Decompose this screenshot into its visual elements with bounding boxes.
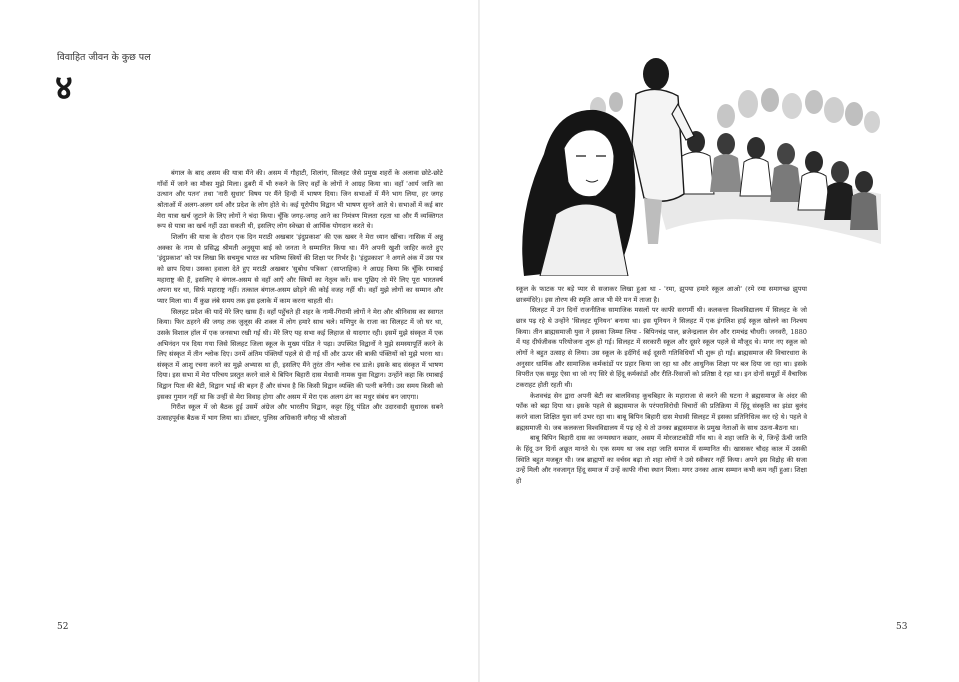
crowd-illustration [516, 44, 881, 276]
paragraph: स्कूल के फाटक पर बड़े प्यार से सजाकर लिखा हुआ था - 'रमा, झुपया हमारे स्कूल आओ' (रमे रमा समागच्छ झुपया छात्रमंदिरे)। इस तोरण की स्मृति आज भी मेरे मन में ताजा है। [516, 285, 807, 304]
paragraph: बंगाल के बाद असम की यात्रा मैंने की। असम में गौहाटी, शिलांग, सिलहट जैसे प्रमुख शहरों के अलावा छोटे-छोटे गाँवों में जाने का मौका मुझे मिला। ढुबरी में भी रुकने के लिए वहाँ के लोगों ने आग्रह किया था। वहाँ 'आर्य जाति का उत्थान और पतन' तथा 'नारी सुधार' विषय पर मैंने हिन्दी में भाषण दिया। जिन सभाओं में मैंने भाग लिया, हर जगह श्रोताओं में अलग-अलग धर्म और प्रदेश के लोग होते थे। कई यूरोपीय विद्वान भी भाषण सुनने आते थे। सभाओं में कई बार मेरा यात्रा खर्च जुटाने के लिए लोगों ने चंदा किया। चूँकि जगह-जगह आने का निमंत्रण मिलता रहता था और मैं व्यक्तिगत रूप से यात्रा का खर्च नहीं उठा सकती थी, इसलिए लोग स्वेच्छा से आर्थिक योगदान करते थे। [157, 169, 443, 231]
running-head: विवाहित जीवन के कुछ पल [57, 52, 151, 63]
right-page [479, 0, 959, 682]
paragraph: गिरीश स्कूल में जो बैठक हुई उसमें अंग्रेज और भारतीय विद्वान, कट्टर हिंदू पंडित और उदारवादी सुधारक सबने उत्साहपूर्वक बैठक में भाग लिया था। डॉक्टर, पुलिस अधिकारी वगैरह भी श्रोताओं [157, 403, 443, 423]
paragraph: बाबू बिपिन बिहारी दास का जन्मस्थान कछार, असम में मोरजाटकोंडी गाँव था। वे शहा जाति के थे, जिन्हें ऊँची जाति के हिंदू उन दिनों अछूत मानते थे। एक समय था जब शहा जाति समाज में सम्मानित थी। खासकर चौदह काल में उसकी स्थिति बहुत मजबूत थी। जब ब्राह्मणों का वर्चस्व बढ़ा तो शहा लोगों ने उसे स्वीकार नहीं किया। अपने इस विद्रोह की सजा उन्हें मिली और नवजागृत हिंदू समाज में उन्हें काफी नीचा स्थान मिला। मगर उनका आत्म सम्मान कभी कम नहीं हुआ। शिक्षा हो [516, 434, 807, 485]
page-number-left: 52 [57, 622, 69, 632]
paragraph: शिलॉंग की यात्रा के दौरान एक दिन मराठी अखबार 'इंदुप्रकाश' की एक खबर ने मेरा ध्यान खींचा। नासिक में अन्नु अक्का के नाम से प्रसिद्ध श्रीमती अनुसूया बाई को जनता ने सम्मानित किया था। मैंने अपनी खुशी जाहिर करते हुए 'इंदुप्रकाश' को पत्र लिखा कि सचमुच भारत का भविष्य स्त्रियों की शिक्षा पर निर्भर है। 'इंदुप्रकाश' ने अगले अंक में उस पत्र को छाप दिया। उसका हवाला देते हुए मराठी अखबार 'सुबोध पत्रिका' (साप्ताहिक) ने आग्रह किया कि चूँकि रमाबाई महाराष्ट्र की हैं, इसलिए वे बंगाल-असम से वहाँ आएँ और स्त्रियों का नेतृत्व करें। सच पूछिए तो मेरे लिए पूरा भारतवर्ष अपना घर था, सिर्फ महाराष्ट्र नहीं। तत्काल बंगाल-असम छोड़ने की कोई वजह नहीं थी। वहाँ मुझे लोगों का सम्मान और प्यार मिला था। मैं कुछ लंबे समय तक इस इलाके में काम करना चाहती थी। [157, 232, 443, 305]
seated-crowd [656, 131, 881, 244]
right-text-column [516, 284, 807, 486]
left-text-column [157, 168, 443, 424]
page-number-right: 53 [896, 622, 908, 632]
chapter-number: ४ [55, 68, 73, 108]
left-page [0, 0, 479, 682]
woman-with-headscarf [522, 110, 635, 276]
paragraph: सिलहट प्रदेश की यादें मेरे लिए खास हैं। वहाँ पहुँचते ही शहर के नामी-गिरामी लोगों ने मेरा और श्रीनिवास का स्वागत किया। फिर ठहरने की जगह तक जुलूस की शक्ल में लोग हमारे साथ चले। मणिपुर के राजा का सिलहट में जो घर था, उसके विशाल हॉल में एक जनसभा रखी गई थी। मेरे लिए यह सभा कई लिहाज से यादगार रही। इसमें मुझे संस्कृत में एक अभिनंदन पत्र दिया गया जिसे सिलहट जिला स्कूल के मुख्य पंडित ने पढ़ा। उपस्थित विद्वानों ने मुझे समस्यापूर्ति करने के लिए संस्कृत में तीन श्लोक दिए। उनमें अंतिम पंक्तियाँ पहले से दी गई थीं और ऊपर की बाकी पंक्तियों को मुझे भरना था। संस्कृत में आशु रचना करने का मुझे अभ्यास था ही, इसलिए मैंने तुरंत तीन श्लोक रच डाले। इसके बाद संस्कृत में भाषण दिया। इस सभा में मेरा परिचय प्रस्तुत करने वाले थे बिपिन बिहारी दास मेधावी नामक युवा विद्वान। उन्होंने कहा कि रमाबाई विद्वान पिता की बेटी, विद्वान भाई की बहन हैं और संभव है कि किसी विद्वान व्यक्ति की पत्नी बनेंगी। उस समय किसी को इसका गुमान नहीं था कि उन्हीं से मेरा विवाह होगा और असम में मेरा एक अलग ढंग का मधुर संबंध बन जाएगा। [157, 307, 443, 401]
paragraph: सिलहट में उन दिनों राजनीतिक सामाजिक मसलों पर काफी सरगर्मी थी। कलकत्ता विश्वविद्यालय में सिलहट के जो छात्र पढ़ रहे थे उन्होंने 'सिलहट यूनियन' बनाया था। इस यूनियन ने सिलहट में एक इंगलिश हाई स्कूल खोलने का निश्चय किया। तीन ब्राह्मसमाजी युवा ने इसका जिम्मा लिया - बिपिनचंद्र पाल, ब्रजेन्द्रलाल सेन और रामचंद्र चौधरी। जनवरी, 1880 में यह दीर्घजीवक परियोजना शुरू हो गई। सिलहट में सरकारी स्कूल और दूसरे स्कूल पहले से मौजूद थे। मगर नए स्कूल को लोगों ने बहुत उत्साह से लिया। उस स्कूल के इर्दगिर्द कई दूसरी गतिविधियाँ भी शुरू हो गईं। ब्राह्मसमाज की विचारधारा के अनुसार धार्मिक और सामाजिक कर्मकांडों पर प्रहार किया जा रहा था और आधुनिक शिक्षा पर बल दिया जा रहा था। इसके विपरीत एक समूह ऐसा था जो नए सिरे से हिंदू कर्मकांडों और रीति-रिवाजों को प्रतिष्ठा दे रहा था। इन दोनों समूहों में वैचारिक टकराहट होती रहती थी। [516, 306, 807, 389]
paragraph: केशवचंद्र सेन द्वारा अपनी बेटी का बालविवाह कूचबिहार के महाराजा से करने की घटना ने ब्रह्मसमाज के अंदर की फाँक को बढ़ा दिया था। इसके पहले से ब्रह्मसमाज के परंपराविरोधी विचारों की प्रतिक्रिया में हिंदू संस्कृति का झंडा बुलंद करने वाला शिक्षित युवा वर्ग उभर रहा था। बाबू बिपिन बिहारी दास मेधावी सिलहट में इसका प्रतिनिधित्व कर रहे थे। पहले वे ब्रह्मसमाजी थे। जब कलकत्ता विश्वविद्यालय में पढ़ रहे थे तो उनका ब्रह्मसमाज के प्रमुख नेताओं के साथ उठना-बैठना था। [516, 391, 807, 432]
